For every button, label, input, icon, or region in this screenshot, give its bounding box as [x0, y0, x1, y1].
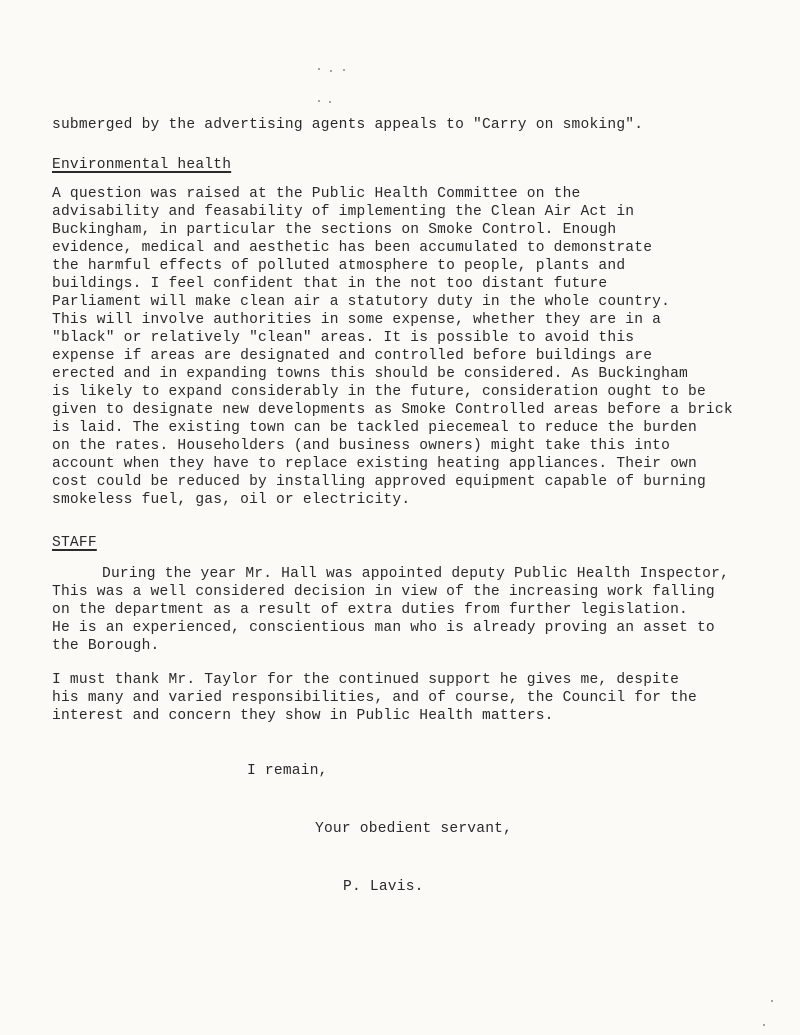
paragraph-line: advisability and feasability of implementing the Clean Air Act in: [52, 204, 635, 220]
paragraph-line: account when they have to replace existing heating appliances. Their own: [52, 456, 697, 472]
paragraph-line: Parliament will make clean air a statutory duty in the whole country.: [52, 294, 671, 310]
paragraph-line: evidence, medical and aesthetic has been accumulated to demonstrate: [52, 240, 653, 256]
paragraph-line: buildings. I feel confident that in the not too distant future: [52, 276, 608, 292]
paragraph-line: I must thank Mr. Taylor for the continued support he gives me, despite: [52, 672, 680, 688]
paragraph-line: on the department as a result of extra duties from further legislation.: [52, 602, 688, 618]
opening-line: submerged by the advertising agents appeals to "Carry on smoking".: [52, 117, 644, 133]
paragraph-line: expense if areas are designated and controlled before buildings are: [52, 348, 653, 364]
closing-remain: I remain,: [247, 763, 328, 779]
scan-speck: [771, 1000, 773, 1002]
section-heading-staff: STAFF: [52, 535, 97, 551]
scan-speck: [330, 70, 332, 72]
paragraph-line: on the rates. Householders (and business owners) might take this into: [52, 438, 671, 454]
paragraph-line: "black" or relatively "clean" areas. It is possible to avoid this: [52, 330, 635, 346]
signature: P. Lavis.: [343, 879, 424, 895]
paragraph-line: A question was raised at the Public Health Committee on the: [52, 186, 581, 202]
paragraph-line: He is an experienced, conscientious man who is already proving an asset to: [52, 620, 715, 636]
scan-speck: [329, 101, 331, 103]
paragraph-line: This will involve authorities in some expense, whether they are in a: [52, 312, 662, 328]
paragraph-line: erected and in expanding towns this should be considered. As Buckingham: [52, 366, 688, 382]
scan-speck: [763, 1024, 765, 1026]
scan-speck: [318, 100, 320, 102]
paragraph-line: the harmful effects of polluted atmosphere to people, plants and: [52, 258, 626, 274]
paragraph-line: his many and varied responsibilities, and of course, the Council for the: [52, 690, 697, 706]
closing-servant: Your obedient servant,: [315, 821, 513, 837]
paragraph-line: smokeless fuel, gas, oil or electricity.: [52, 492, 411, 508]
scan-speck: [318, 68, 320, 70]
paragraph-line: given to designate new developments as Smoke Controlled areas before a brick: [52, 402, 733, 418]
paragraph-line: is likely to expand considerably in the future, consideration ought to be: [52, 384, 706, 400]
paragraph-line: cost could be reduced by installing approved equipment capable of burning: [52, 474, 706, 490]
paragraph-line: the Borough.: [52, 638, 160, 654]
paragraph-line: is laid. The existing town can be tackled piecemeal to reduce the burden: [52, 420, 697, 436]
paragraph-line: This was a well considered decision in view of the increasing work falling: [52, 584, 715, 600]
paragraph-line: interest and concern they show in Public Health matters.: [52, 708, 554, 724]
scan-speck: [343, 69, 345, 71]
section-heading-environmental-health: Environmental health: [52, 157, 232, 173]
paragraph-line: During the year Mr. Hall was appointed deputy Public Health Inspector,: [102, 566, 730, 582]
paragraph-line: Buckingham, in particular the sections on Smoke Control. Enough: [52, 222, 617, 238]
